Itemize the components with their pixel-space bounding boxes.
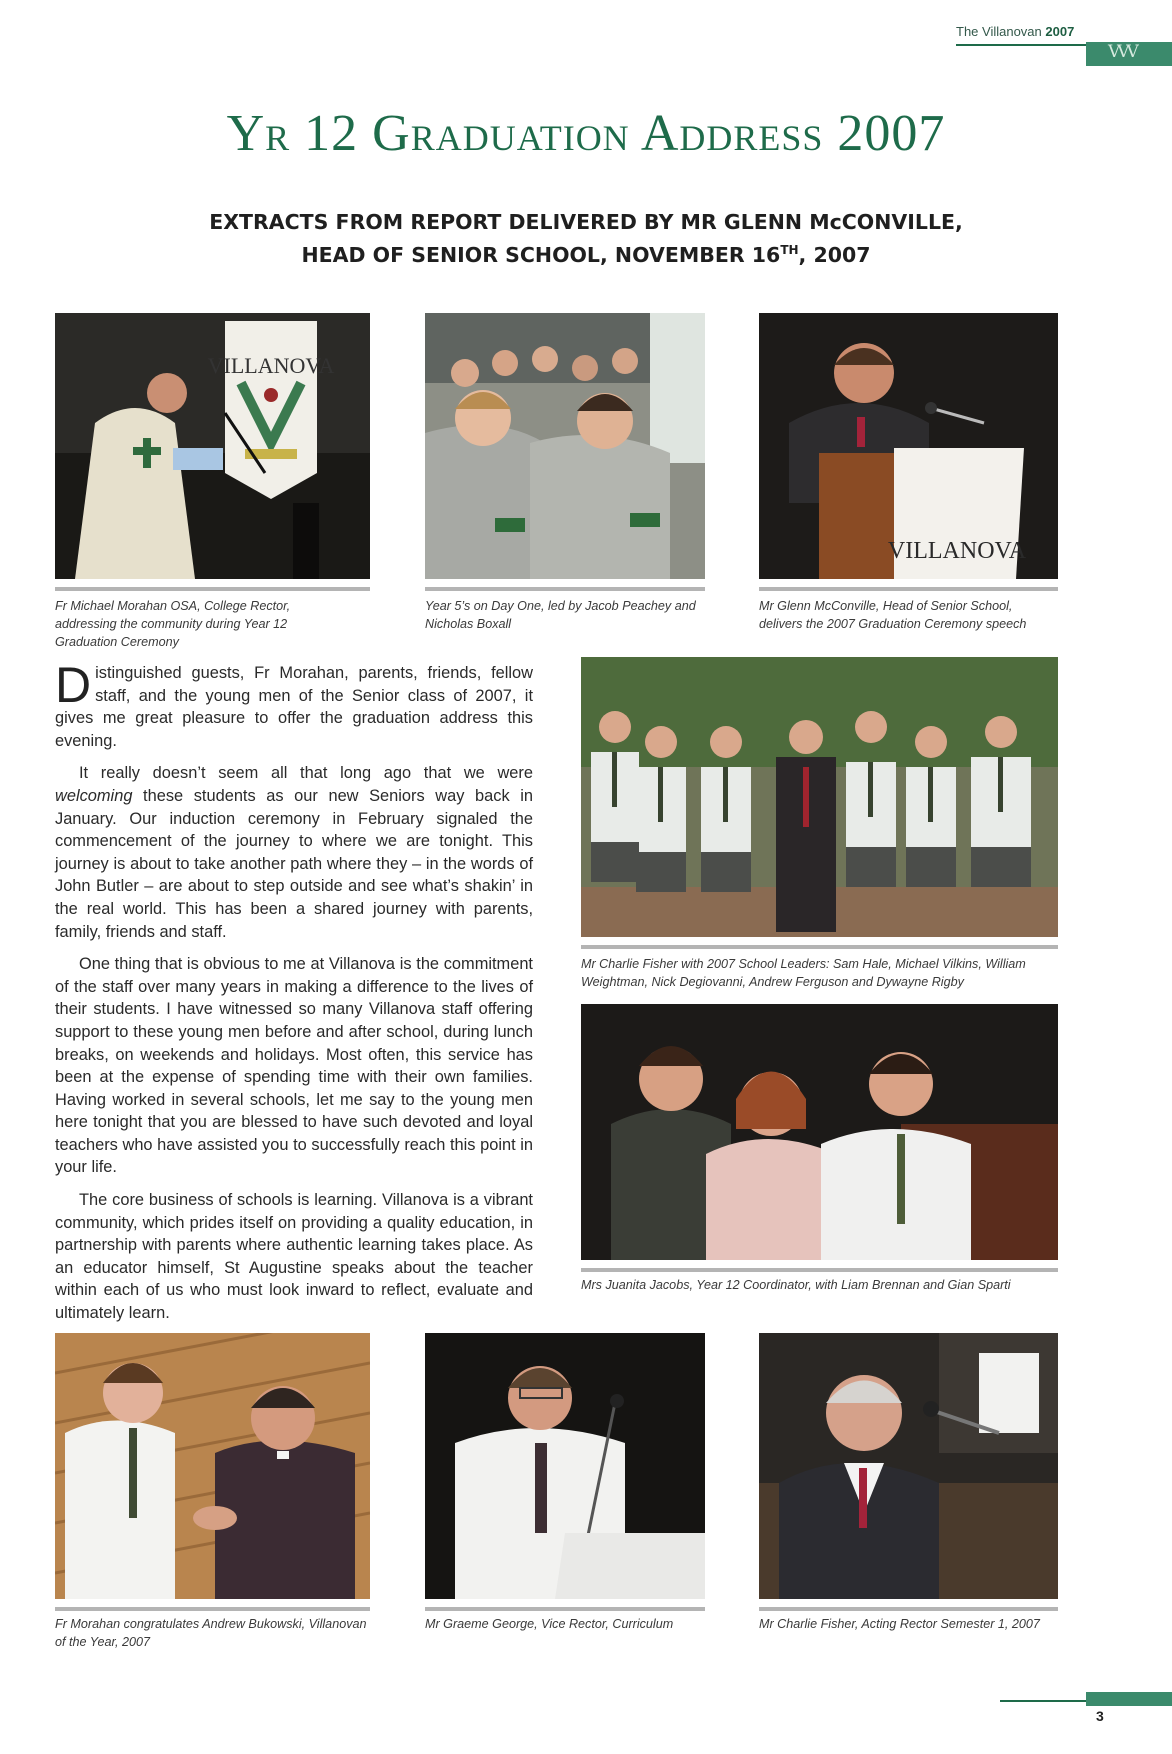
- footer-logo-block: [1086, 1692, 1172, 1706]
- footer-rule: [1000, 1700, 1086, 1702]
- caption-vice-rector: Mr Graeme George, Vice Rector, Curriculum: [425, 1617, 674, 1631]
- caption-rule: [581, 945, 1058, 949]
- paragraph-1: Distinguished guests, Fr Morahan, parents, friends, fellow staff, and the young men of the Senior class of 2007, it gives me great pleasure to offer the graduation address this evening.: [55, 657, 533, 750]
- paragraph-3: One thing that is obvious to me at Villanova is the commitment of the staff over many years in making a difference to the lives of their students. I have witnessed so many Villanova staff offering support to these young men before and after school, during lunch breaks, on weekends and holidays. Most often, this service has been at the expense of spending time with their own families. Having worked in several schools, let me say to the young men here tonight that you are blessed to have such devoted and loyal teachers who have assisted you to successfully reach this point in your life.: [55, 955, 533, 1177]
- caption-year5-students: Year 5’s on Day One, led by Jacob Peachey and Nicholas Boxall: [425, 599, 696, 631]
- publication-year: 2007: [1045, 24, 1075, 39]
- address-body-text: [55, 657, 533, 1335]
- caption-acting-rector: Mr Charlie Fisher, Acting Rector Semester 1, 2007: [759, 1617, 1040, 1631]
- drop-cap: D: [55, 657, 92, 713]
- page-subtitle: [0, 208, 1172, 269]
- caption-rule: [581, 1268, 1058, 1272]
- photo-head-of-senior-school: [759, 313, 1058, 579]
- running-header: [956, 24, 1084, 39]
- photo-school-leaders: [581, 657, 1058, 937]
- caption-rule: [759, 587, 1058, 591]
- banner-villanova-text: VILLANOVA: [207, 353, 335, 378]
- caption-year12-coordinator: Mrs Juanita Jacobs, Year 12 Coordinator, with Liam Brennan and Gian Sparti: [581, 1278, 1011, 1292]
- page-number: 3: [1096, 1708, 1104, 1724]
- header-logo-block: [1086, 42, 1172, 66]
- caption-rule: [425, 1607, 705, 1611]
- caption-rule: [759, 1607, 1058, 1611]
- photo-year5-students: [425, 313, 705, 579]
- photo-year12-coordinator: [581, 1004, 1058, 1260]
- caption-rule: [55, 1607, 370, 1611]
- caption-rector-address: Fr Michael Morahan OSA, College Rector, addressing the community during Year 12 Graduation Ceremony: [55, 599, 291, 649]
- subtitle-line-1: EXTRACTS FROM REPORT DELIVERED BY MR GLENN McCONVILLE,: [209, 210, 963, 234]
- photo-vice-rector: [425, 1333, 705, 1599]
- paragraph-4: The core business of schools is learning. Villanova is a vibrant community, which prides itself on providing a quality education, in partnership with parents where authentic learning takes place. As an educator himself, St Augustine speaks about the teacher within each of us who must look inward to reflect, evaluate and ultimately learn.: [55, 1191, 533, 1323]
- caption-rule: [55, 587, 370, 591]
- caption-villanovan-of-year: Fr Morahan congratulates Andrew Bukowski, Villanovan of the Year, 2007: [55, 1617, 367, 1649]
- photo-rector-address: [55, 313, 370, 579]
- caption-school-leaders: Mr Charlie Fisher with 2007 School Leaders: Sam Hale, Michael Vilkins, William Weightman, Nick Degiovanni, Andrew Ferguson and Dywayne Rigby: [581, 957, 1026, 989]
- paragraph-2: It really doesn’t seem all that long ago that we were welcoming these students as our new Seniors way back in January. Our induction ceremony in February signaled the commencement of the journey to where we are tonight. This journey is about to take another path where they – in the words of John Butler – are about to step outside and see what’s shakin’ in the real world. This has been a shared journey with parents, family, friends and staff.: [55, 764, 533, 941]
- photo-villanovan-of-year: [55, 1333, 370, 1599]
- subtitle-line-2: HEAD OF SENIOR SCHOOL, NOVEMBER 16TH, 2007: [301, 242, 871, 267]
- caption-rule: [425, 587, 705, 591]
- photo-acting-rector: [759, 1333, 1058, 1599]
- school-logo-icon: VVV: [1108, 42, 1136, 62]
- caption-head-of-senior-school: Mr Glenn McConville, Head of Senior School, delivers the 2007 Graduation Ceremony speech: [759, 599, 1027, 631]
- page-title: Yr 12 Graduation Address 2007: [226, 105, 946, 162]
- lectern-villanova-text: VILLANOVA: [887, 538, 1027, 564]
- header-rule: [956, 44, 1086, 46]
- publication-name: The Villanovan: [956, 24, 1042, 39]
